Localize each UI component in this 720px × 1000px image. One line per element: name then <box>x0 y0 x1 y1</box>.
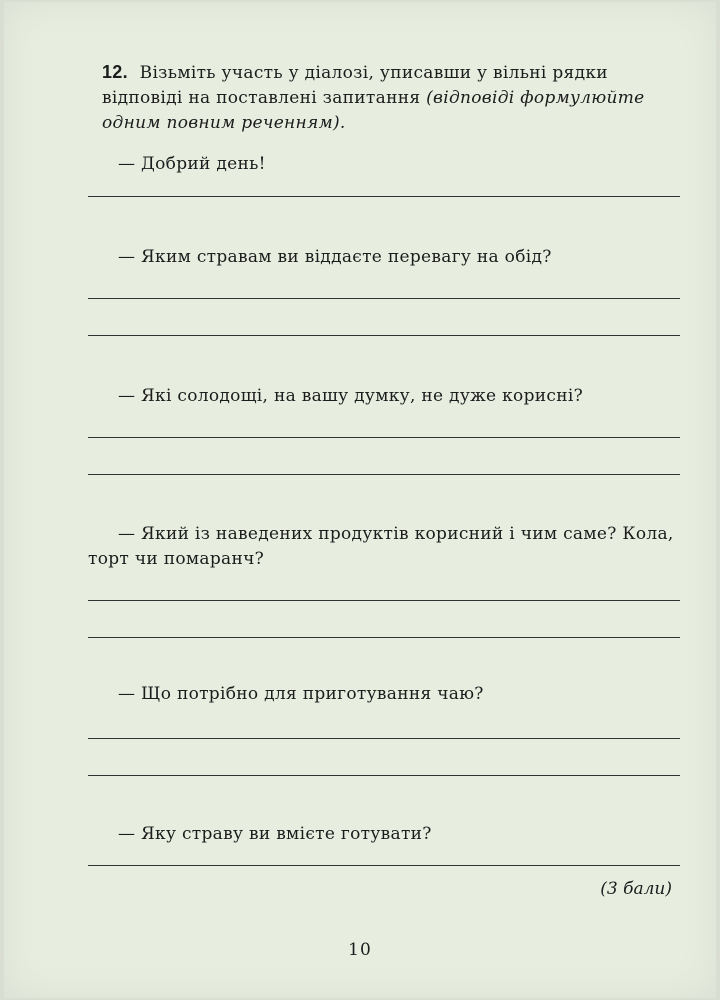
answer-line[interactable] <box>88 775 680 776</box>
question-text: — Який із наведених продуктів корисний і чим саме? Кола, торт чи помаранч? <box>88 524 674 569</box>
answer-line[interactable] <box>88 196 680 197</box>
question-text: — Що потрібно для приготування чаю? <box>118 684 484 704</box>
task-instruction <box>102 60 682 136</box>
question-text: — Яку страву ви вмієте готувати? <box>118 824 432 844</box>
question-4 <box>88 522 682 572</box>
task-number: 12. <box>102 62 128 82</box>
answer-line[interactable] <box>88 637 680 638</box>
page-number: 10 <box>348 940 372 960</box>
task-text: Візьміть участь у діалозі, уписавши у вільні рядки відповіді на поставлені запитання <box>102 63 608 108</box>
question-text: — Які солодощі, на вашу думку, не дуже корисні? <box>118 386 583 406</box>
answer-line[interactable] <box>88 298 680 299</box>
answer-line[interactable] <box>88 600 680 601</box>
question-3 <box>88 384 682 409</box>
question-5 <box>88 682 682 707</box>
worksheet-page <box>4 2 716 998</box>
question-6 <box>88 822 682 847</box>
answer-line[interactable] <box>88 335 680 336</box>
answer-line[interactable] <box>88 437 680 438</box>
answer-line[interactable] <box>88 738 680 739</box>
answer-line[interactable] <box>88 474 680 475</box>
question-1 <box>88 152 682 177</box>
answer-line[interactable] <box>88 865 680 866</box>
task-note: (відповіді формулюйте одним повним реченням). <box>102 88 645 133</box>
question-text: — Добрий день! <box>118 154 266 174</box>
question-2 <box>88 245 682 270</box>
question-text: — Яким стравам ви віддаєте перевагу на обід? <box>118 247 552 267</box>
score-label: (3 бали) <box>600 879 672 899</box>
